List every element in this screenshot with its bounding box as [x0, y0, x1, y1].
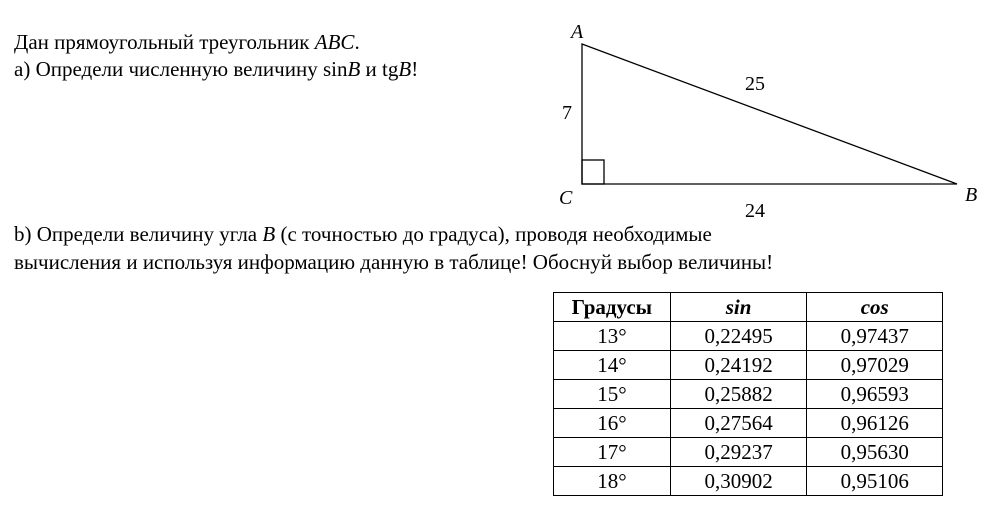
cell-degrees: 17°: [554, 438, 671, 467]
part-a-angle-1: B: [347, 57, 361, 81]
right-angle-mark: [582, 160, 604, 184]
side-cb-label: 24: [745, 200, 765, 222]
table-row: [554, 467, 943, 496]
table-row: [554, 380, 943, 409]
triangle-shape: [582, 44, 957, 184]
intro-text: Дан прямоугольный треугольник: [14, 30, 315, 54]
cell-degrees: 13°: [554, 322, 671, 351]
vertex-b-label: B: [965, 184, 978, 206]
cell-sin: 0,25882: [670, 380, 807, 409]
part-b-angle: B: [262, 222, 276, 246]
table-header-row: [554, 293, 943, 322]
task-part-a: [14, 57, 418, 82]
header-cos: cos: [807, 293, 943, 322]
cell-sin: 0,29237: [670, 438, 807, 467]
part-a-suffix: !: [411, 57, 419, 81]
header-degrees: Градусы: [554, 293, 671, 322]
intro-suffix: .: [354, 30, 360, 54]
part-b-text: b) Определи величину угла: [14, 222, 263, 246]
cell-degrees: 15°: [554, 380, 671, 409]
cell-degrees: 14°: [554, 351, 671, 380]
cell-cos: 0,95630: [807, 438, 943, 467]
table-row: [554, 409, 943, 438]
part-a-angle-2: B: [398, 57, 412, 81]
part-b-suffix: (с точностью до градуса), проводя необходимые: [275, 222, 712, 246]
vertex-c-label: C: [559, 187, 573, 209]
table-row: [554, 438, 943, 467]
task-intro: [14, 30, 360, 55]
cell-sin: 0,30902: [670, 467, 807, 496]
cell-cos: 0,97437: [807, 322, 943, 351]
header-sin: sin: [670, 293, 807, 322]
cell-sin: 0,24192: [670, 351, 807, 380]
cell-sin: 0,22495: [670, 322, 807, 351]
triangle-figure: [545, 15, 995, 225]
vertex-a-label: A: [571, 21, 584, 43]
part-a-text: a) Определи численную величину sin: [14, 57, 348, 81]
cell-cos: 0,97029: [807, 351, 943, 380]
table-row: [554, 322, 943, 351]
cell-sin: 0,27564: [670, 409, 807, 438]
cell-degrees: 18°: [554, 467, 671, 496]
cell-degrees: 16°: [554, 409, 671, 438]
cell-cos: 0,95106: [807, 467, 943, 496]
cell-cos: 0,96593: [807, 380, 943, 409]
triangle-name: ABC: [314, 30, 355, 54]
cell-cos: 0,96126: [807, 409, 943, 438]
task-part-b-continued: вычисления и используя информацию данную в таблице! Обоснуй выбор величины!: [14, 250, 774, 274]
table-row: [554, 351, 943, 380]
trig-table: [553, 292, 943, 496]
side-ab-label: 25: [745, 73, 765, 95]
side-ac-label: 7: [562, 102, 572, 124]
part-a-mid: и tg: [360, 57, 399, 81]
task-part-b: [14, 222, 712, 247]
